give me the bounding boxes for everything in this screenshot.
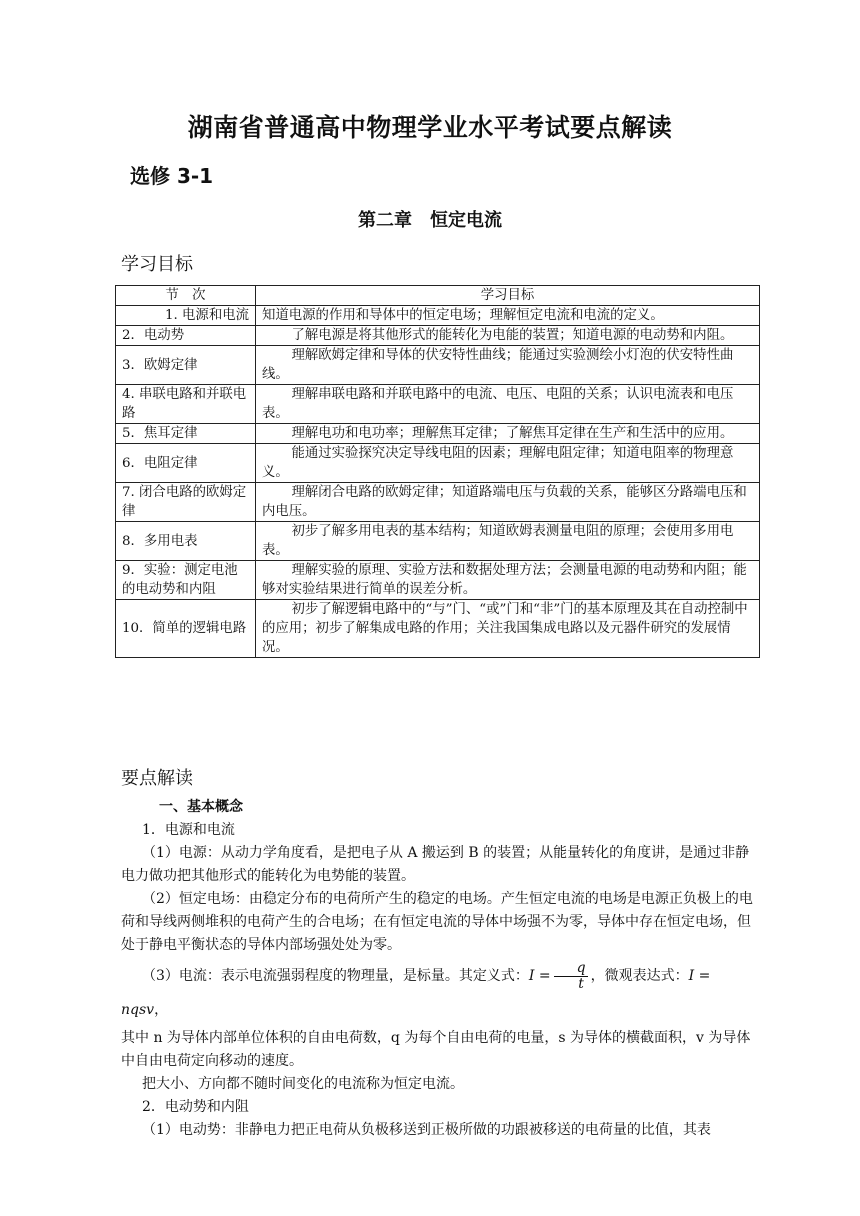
table-row	[116, 326, 760, 346]
section-basic-concepts: 一、基本概念	[159, 799, 243, 815]
row-goal: 初步了解逻辑电路中的“与”门、“或”门和“非”门的基本原理及其在自动控制中的应用；初步了解集成电路的作用；关注我国集成电路以及元器件研究的发展情况。	[256, 600, 760, 658]
row-section: 6．电阻定律	[116, 444, 256, 483]
row-goal: 了解电源是将其他形式的能转化为电能的装置；知道电源的电动势和内阻。	[256, 326, 760, 346]
row-goal: 知道电源的作用和导体中的恒定电场；理解恒定电流和电流的定义。	[256, 306, 760, 326]
paragraph-current	[121, 959, 761, 1027]
paragraph-constant-field: （2）恒定电场：由稳定分布的电荷所产生的稳定的电场。产生恒定电流的电场是电源正负极上的电荷和导线两侧堆积的电荷产生的合电场；在有恒定电流的导体中场强不为零，导体中存在恒定电场，但处于静电平衡状态的导体内部场强处处为零。	[121, 891, 753, 953]
points-heading: 要点解读	[121, 768, 193, 789]
paragraph-power-source: （1）电源：从动力学角度看，是把电子从 A 搬运到 B 的装置；从能量转化的角度讲，是通过非静电力做功把其他形式的能转化为电势能的装置。	[121, 845, 750, 884]
current-text-c: ，	[154, 1002, 169, 1018]
table-row	[116, 483, 760, 522]
row-section: 9．实验：测定电池的电动势和内阻	[116, 561, 256, 600]
table-row	[116, 561, 760, 600]
row-section: 5．焦耳定律	[116, 424, 256, 444]
chapter-title: 第二章 恒定电流	[358, 210, 502, 231]
table-row	[116, 522, 760, 561]
table-row	[116, 444, 760, 483]
row-section: 3．欧姆定律	[116, 346, 256, 385]
current-text-a: （3）电流：表示电流强弱程度的物理量，是标量。其定义式：	[142, 968, 529, 984]
item-emf-and-resistance: 2．电动势和内阻	[142, 1099, 249, 1115]
row-section: 8．多用电表	[116, 522, 256, 561]
fraction-q-over-t	[554, 961, 588, 992]
formula-micro: I = nqsv	[121, 968, 711, 1018]
goals-table	[115, 285, 760, 658]
row-goal: 初步了解多用电表的基本结构；知道欧姆表测量电阻的原理；会使用多用电表。	[256, 522, 760, 561]
table-header-row	[116, 286, 760, 306]
table-row	[116, 306, 760, 326]
table-row	[116, 424, 760, 444]
row-goal: 理解串联电路和并联电路中的电流、电压、电阻的关系；认识电流表和电压表。	[256, 385, 760, 424]
paragraph-emf: （1）电动势：非静电力把正电荷从负极移送到正极所做的功跟被移送的电荷量的比值，其表	[142, 1122, 711, 1138]
table-row	[116, 385, 760, 424]
row-section: 4. 串联电路和并联电路	[116, 385, 256, 424]
document-subtitle: 选修 3-1	[130, 164, 214, 188]
paragraph-variables: 其中 n 为导体内部单位体积的自由电荷数，q 为每个自由电荷的电量，s 为导体的横截面积，v 为导体中自由电荷定向移动的速度。	[121, 1030, 751, 1069]
fraction-numerator: q	[554, 961, 588, 977]
row-section: 7. 闭合电路的欧姆定律	[116, 483, 256, 522]
header-goal: 学习目标	[256, 286, 760, 306]
row-goal: 能通过实验探究决定导线电阻的因素；理解电阻定律；知道电阻率的物理意义。	[256, 444, 760, 483]
document-title: 湖南省普通高中物理学业水平考试要点解读	[187, 113, 673, 142]
formula-lhs: I =	[528, 968, 551, 984]
goals-heading: 学习目标	[121, 254, 193, 275]
fraction-denominator: t	[578, 975, 584, 992]
row-goal: 理解实验的原理、实验方法和数据处理方法；会测量电源的电动势和内阻；能够对实验结果进行简单的误差分析。	[256, 561, 760, 600]
row-section: 2．电动势	[116, 326, 256, 346]
table-body	[116, 306, 760, 658]
table-row	[116, 346, 760, 385]
body-text	[121, 796, 761, 1142]
row-goal: 理解欧姆定律和导体的伏安特性曲线；能通过实验测绘小灯泡的伏安特性曲线。	[256, 346, 760, 385]
current-text-b: ，微观表达式：	[590, 968, 689, 984]
row-section: 10．简单的逻辑电路	[116, 600, 256, 658]
row-goal: 理解电功和电功率；理解焦耳定律；了解焦耳定律在生产和生活中的应用。	[256, 424, 760, 444]
paragraph-constant-current: 把大小、方向都不随时间变化的电流称为恒定电流。	[142, 1076, 464, 1092]
row-goal: 理解闭合电路的欧姆定律；知道路端电压与负载的关系，能够区分路端电压和内电压。	[256, 483, 760, 522]
row-section: 1. 电源和电流	[116, 306, 256, 326]
header-section: 节 次	[116, 286, 256, 306]
item-power-and-current: 1．电源和电流	[142, 822, 235, 838]
table-row	[116, 600, 760, 658]
